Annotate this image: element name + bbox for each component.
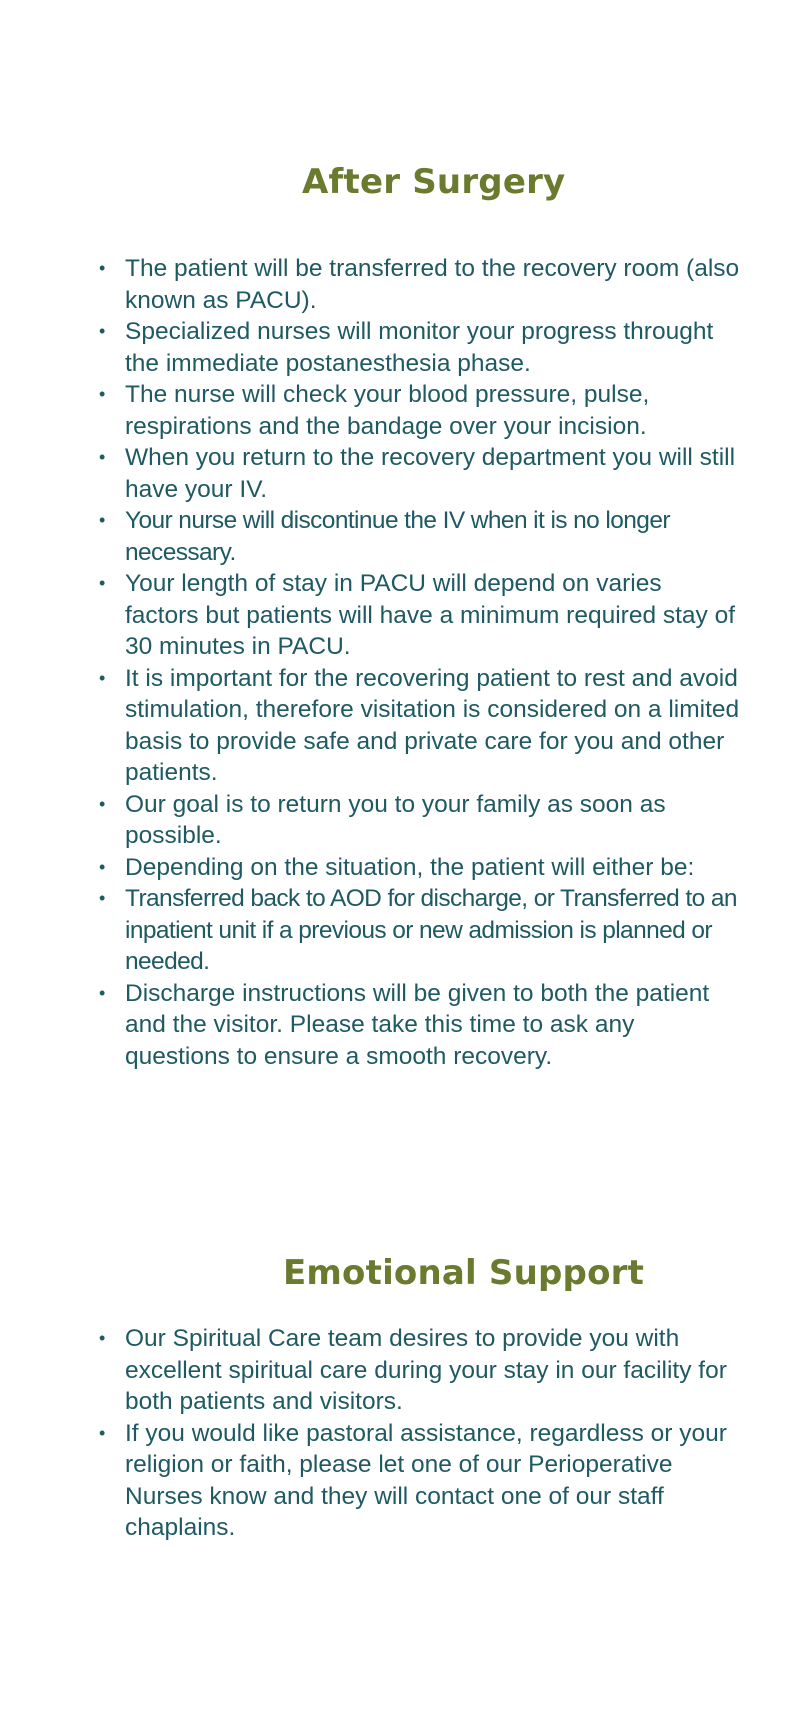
list-item	[0, 1323, 800, 1418]
bullet-icon: •	[99, 258, 106, 278]
list-item-text: Our Spiritual Care team desires to provide you with excellent spiritual care during your stay in our facility for both patients and visitors.	[125, 1325, 727, 1415]
bullet-icon: •	[99, 982, 106, 1003]
bullet-icon: •	[99, 384, 106, 404]
list-item-text: Your length of stay in PACU will depend on varies factors but patients will have a minimum required stay of 30 minutes in PACU.	[125, 570, 736, 660]
bullet-icon: •	[99, 793, 106, 814]
list-item	[0, 505, 800, 568]
bullet-icon: •	[99, 856, 106, 877]
bullet-icon: •	[99, 573, 106, 593]
list-item-text: Your nurse will discontinue the IV when it is no longer necessary.	[125, 507, 670, 566]
list-item	[0, 253, 800, 316]
list-item	[0, 1418, 800, 1544]
list-item-text: If you would like pastoral assistance, regardless or your religion or faith, please let one of our Perioperative Nurses know and they will contact one of our staff chaplains.	[125, 1419, 727, 1541]
list-item	[0, 379, 800, 442]
list-item	[0, 316, 800, 379]
after-surgery-heading: After Surgery	[302, 162, 566, 202]
bullet-icon: •	[99, 667, 106, 688]
list-item	[0, 663, 800, 789]
list-item	[0, 978, 800, 1073]
list-item	[0, 852, 800, 884]
list-item	[0, 883, 800, 978]
bullet-icon: •	[99, 447, 106, 467]
emotional-support-list	[0, 1323, 800, 1544]
bullet-icon: •	[99, 1422, 106, 1443]
bullet-icon: •	[99, 1328, 106, 1348]
list-item-text: Our goal is to return you to your family as soon as possible.	[125, 790, 666, 849]
bullet-icon: •	[99, 510, 105, 530]
list-item-text: When you return to the recovery department you will still have your IV.	[125, 444, 736, 503]
list-item-text: It is important for the recovering patient to rest and avoid stimulation, therefore visitation is considered on a limited basis to provide safe and private care for you and other patients.	[125, 664, 740, 786]
list-item	[0, 442, 800, 505]
list-item-text: Transferred back to AOD for discharge, or Transferred to an inpatient unit if a previous or new admission is planned or needed.	[125, 885, 737, 975]
list-item	[0, 789, 800, 852]
list-item-text: Specialized nurses will monitor your progress throught the immediate postanesthesia phase.	[125, 318, 714, 377]
list-item-text: Depending on the situation, the patient will either be:	[125, 853, 695, 881]
bullet-icon: •	[99, 888, 105, 908]
list-item-text: The nurse will check your blood pressure, pulse, respirations and the bandage over your incision.	[125, 381, 650, 440]
list-item	[0, 568, 800, 663]
list-item-text: The patient will be transferred to the recovery room (also known as PACU).	[125, 255, 740, 314]
emotional-support-heading: Emotional Support	[283, 1253, 645, 1293]
list-item-text: Discharge instructions will be given to both the patient and the visitor. Please take this time to ask any questions to ensure a smooth recovery.	[125, 979, 710, 1070]
after-surgery-list	[0, 253, 800, 1072]
bullet-icon: •	[99, 321, 106, 341]
